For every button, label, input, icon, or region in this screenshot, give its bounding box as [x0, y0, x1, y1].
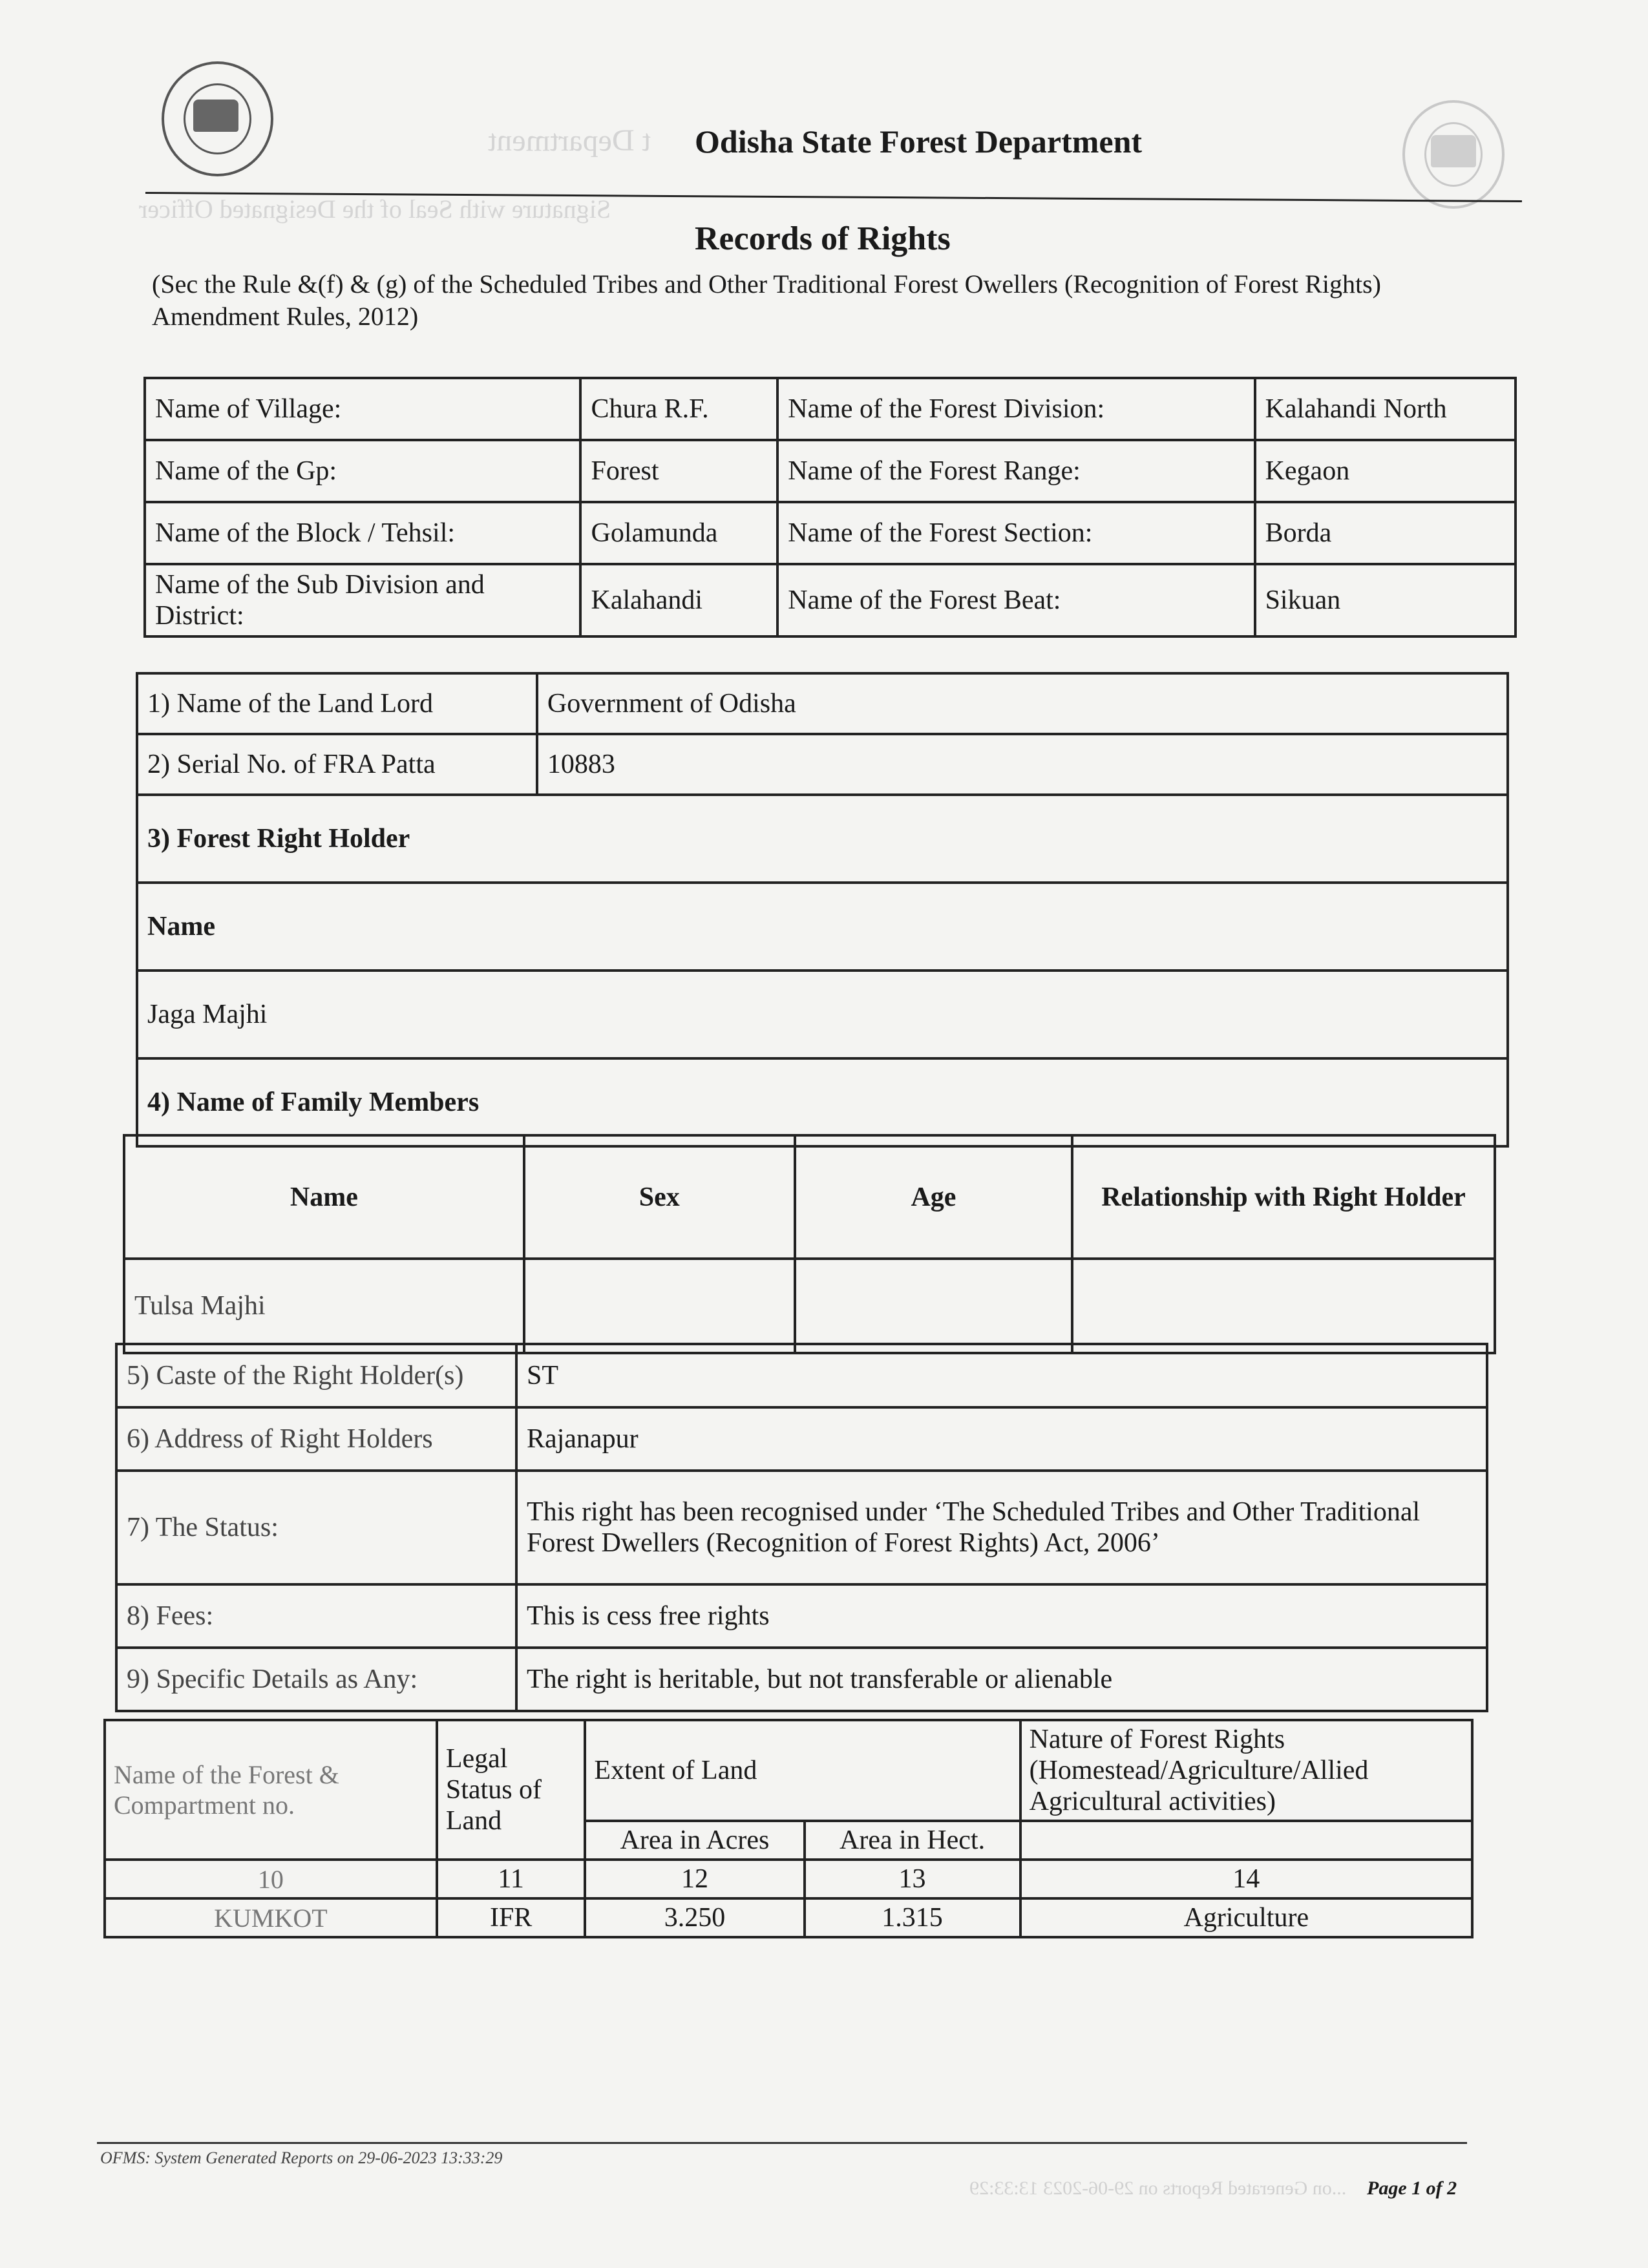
- land-extent-table: [103, 1719, 1474, 1938]
- value-village: Chura R.F.: [580, 378, 777, 440]
- rules-reference: (Sec the Rule &(f) & (g) of the Scheduled Tribes and Other Traditional Forest Owellers (Recognition of Forest Rights) Amendment Rules, 2012): [152, 269, 1381, 331]
- table-row: [124, 1259, 1495, 1353]
- value-status: This right has been recognised under ‘The Scheduled Tribes and Other Traditional Forest Dwellers (Recognition of Forest Rights) Act, 2006’: [516, 1471, 1487, 1584]
- value-address: Rajanapur: [516, 1407, 1487, 1471]
- label-village: Name of Village:: [145, 378, 580, 440]
- label-forest-range: Name of the Forest Range:: [777, 440, 1254, 502]
- table-row: [105, 1860, 1472, 1898]
- page-number: Page 1 of 2: [1367, 2178, 1457, 2199]
- column-number: 12: [585, 1860, 804, 1898]
- table-row: [145, 502, 1516, 564]
- column-header-area-acres: Area in Acres: [585, 1821, 804, 1860]
- table-row: [145, 564, 1516, 636]
- value-forest-name: KUMKOT: [105, 1898, 437, 1937]
- label-forest-division: Name of the Forest Division:: [777, 378, 1254, 440]
- table-header-row: [124, 1135, 1495, 1259]
- column-header-legal-status: Legal Status of Land: [437, 1720, 586, 1860]
- table-row: [137, 795, 1508, 883]
- right-details-table: [115, 1343, 1488, 1712]
- table-header-row: [105, 1720, 1472, 1821]
- column-header-sex: Sex: [524, 1135, 795, 1259]
- label-sub-division: Name of the Sub Division and District:: [145, 564, 580, 636]
- label-caste: 5) Caste of the Right Holder(s): [116, 1344, 516, 1407]
- bleed-through-text: t Department: [488, 123, 651, 158]
- value-legal-status: IFR: [437, 1898, 586, 1937]
- value-forest-section: Borda: [1255, 502, 1516, 564]
- column-number: 11: [437, 1860, 586, 1898]
- value-area-hect: 1.315: [805, 1898, 1020, 1937]
- label-block-tehsil: Name of the Block / Tehsil:: [145, 502, 580, 564]
- column-number: 13: [805, 1860, 1020, 1898]
- name-heading: Name: [137, 883, 1508, 971]
- value-forest-division: Kalahandi North: [1255, 378, 1516, 440]
- table-row: [145, 378, 1516, 440]
- table-row: [116, 1407, 1487, 1471]
- bleed-through-signature-text: Signature with Seal of the Designated Officer: [139, 194, 611, 224]
- value-patta-serial: 10883: [537, 734, 1508, 795]
- value-sub-division: Kalahandi: [580, 564, 777, 636]
- value-area-acres: 3.250: [585, 1898, 804, 1937]
- bleed-through-footer-text: ...on Generated Reports on 29-06-2023 13:33:29: [969, 2178, 1347, 2199]
- value-gp: Forest: [580, 440, 777, 502]
- label-fees: 8) Fees:: [116, 1584, 516, 1648]
- column-header-nature: Nature of Forest Rights (Homestead/Agriculture/Allied Agricultural activities): [1020, 1720, 1472, 1821]
- value-block-tehsil: Golamunda: [580, 502, 777, 564]
- table-row: [137, 734, 1508, 795]
- column-header-nature-blank: [1020, 1821, 1472, 1860]
- value-land-lord: Government of Odisha: [537, 673, 1508, 734]
- table-row: [137, 883, 1508, 971]
- family-member-age: [795, 1259, 1072, 1353]
- table-row: [116, 1584, 1487, 1648]
- table-row: [137, 971, 1508, 1058]
- department-title: Odisha State Forest Department: [695, 123, 1143, 160]
- label-forest-section: Name of the Forest Section:: [777, 502, 1254, 564]
- family-members-table: [123, 1134, 1496, 1354]
- right-holder-name: Jaga Majhi: [137, 971, 1508, 1058]
- value-nature: Agriculture: [1020, 1898, 1472, 1937]
- section-heading-family: 4) Name of Family Members: [137, 1058, 1508, 1146]
- column-header-age: Age: [795, 1135, 1072, 1259]
- column-number: 14: [1020, 1860, 1472, 1898]
- label-land-lord: 1) Name of the Land Lord: [137, 673, 537, 734]
- label-gp: Name of the Gp:: [145, 440, 580, 502]
- odisha-emblem-seal-right: [1402, 100, 1505, 209]
- right-holder-table: [136, 672, 1509, 1148]
- table-row: [137, 1058, 1508, 1146]
- value-forest-range: Kegaon: [1255, 440, 1516, 502]
- footer-divider: [97, 2142, 1467, 2144]
- column-header-extent: Extent of Land: [585, 1720, 1020, 1821]
- value-caste: ST: [516, 1344, 1487, 1407]
- label-forest-beat: Name of the Forest Beat:: [777, 564, 1254, 636]
- column-number: 10: [105, 1860, 437, 1898]
- family-member-sex: [524, 1259, 795, 1353]
- emblem-icon: [193, 100, 238, 132]
- table-row: [105, 1898, 1472, 1937]
- family-member-relationship: [1072, 1259, 1495, 1353]
- table-row: [116, 1648, 1487, 1711]
- document-subtitle: Records of Rights: [695, 220, 951, 257]
- label-specific-details: 9) Specific Details as Any:: [116, 1648, 516, 1711]
- table-row: [116, 1344, 1487, 1407]
- column-header-name: Name: [124, 1135, 524, 1259]
- value-fees: This is cess free rights: [516, 1584, 1487, 1648]
- label-status: 7) The Status:: [116, 1471, 516, 1584]
- family-member-name: Tulsa Majhi: [124, 1259, 524, 1353]
- table-row: [116, 1471, 1487, 1584]
- label-address: 6) Address of Right Holders: [116, 1407, 516, 1471]
- footer-generated-note: OFMS: System Generated Reports on 29-06-2023 13:33:29: [100, 2148, 503, 2167]
- emblem-icon: [1431, 135, 1476, 167]
- column-header-relationship: Relationship with Right Holder: [1072, 1135, 1495, 1259]
- column-header-forest-name: Name of the Forest & Compartment no.: [105, 1720, 437, 1860]
- odisha-emblem-seal-left: [162, 61, 273, 176]
- section-heading-right-holder: 3) Forest Right Holder: [137, 795, 1508, 883]
- label-patta-serial: 2) Serial No. of FRA Patta: [137, 734, 537, 795]
- column-header-area-hect: Area in Hect.: [805, 1821, 1020, 1860]
- table-row: [145, 440, 1516, 502]
- table-row: [137, 673, 1508, 734]
- location-table: [143, 377, 1517, 638]
- value-forest-beat: Sikuan: [1255, 564, 1516, 636]
- value-specific-details: The right is heritable, but not transferable or alienable: [516, 1648, 1487, 1711]
